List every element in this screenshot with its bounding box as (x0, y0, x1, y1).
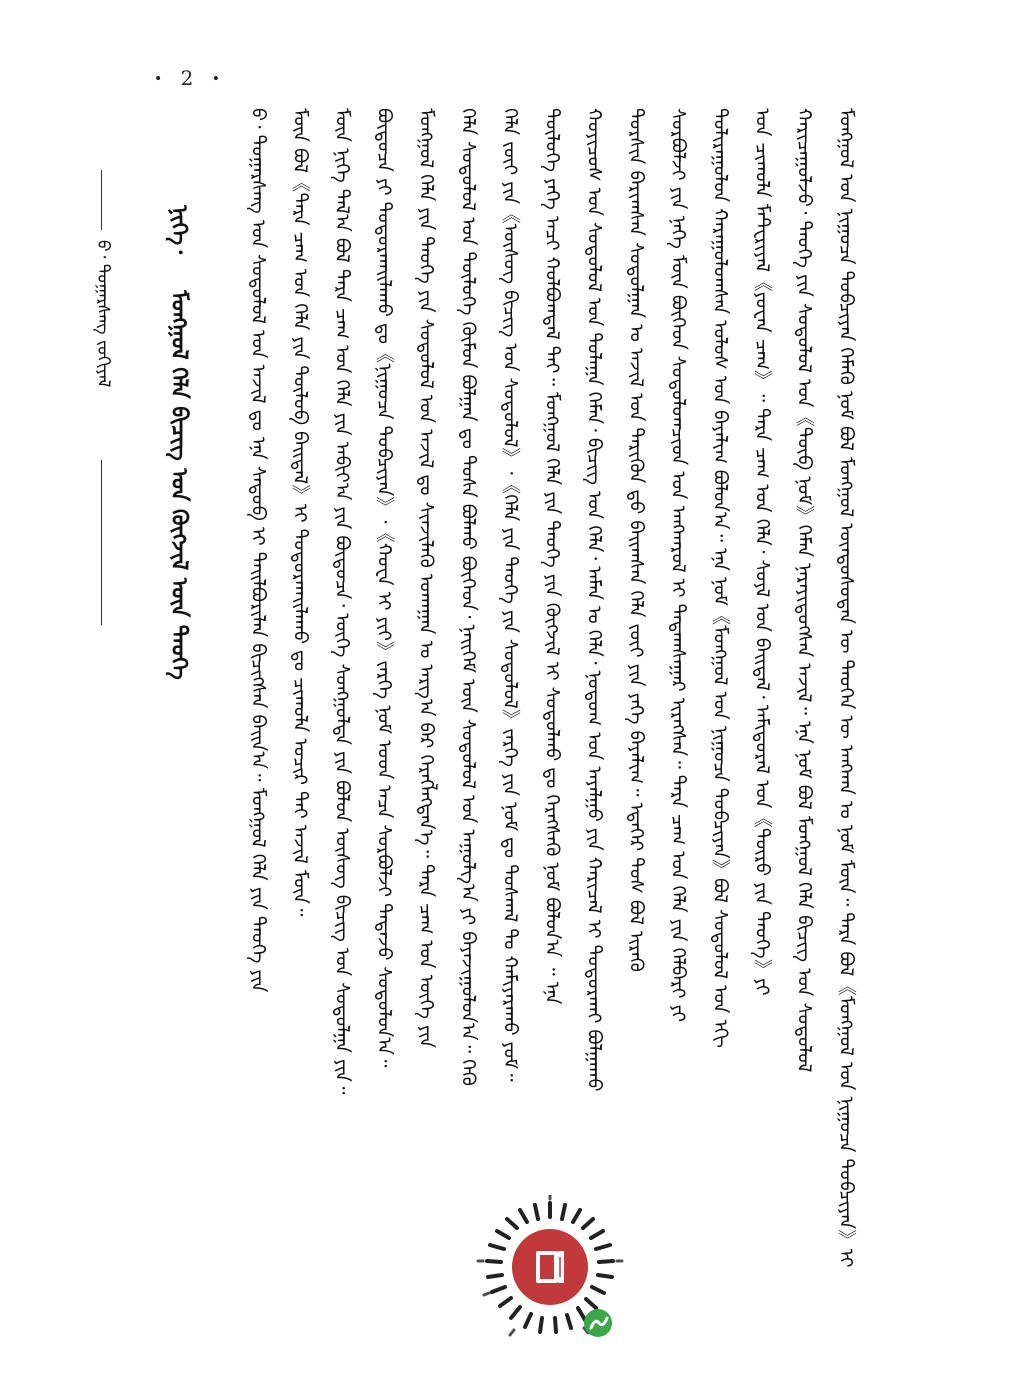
qr-code[interactable] (470, 1195, 630, 1355)
header-rule-top (101, 170, 102, 230)
text-line-14: ᠮᠥᠨ ᠪᠣᠯ《ᠲᠡᠷᠡ ᠴᠠᠭ ᠤᠨ ᠬᠡᠯᠡ ᠶᠢᠨ ᠲᠥᠯᠥᠪ ᠪᠠᠢᠳᠠᠯ》ᠢ ᠲᠣᠳᠤᠷᠬᠠᠢᠯᠠᠬᠤ ᠳᠤ ᠴᠢᠬᠤᠯᠠ ᠤᠴᠢᠷ ᠲᠠᠢ ᠠᠵᠢᠯ ᠮᠥᠨ᠃ (289, 108, 311, 917)
header-rule (101, 460, 102, 625)
text-line-8: ᠲᠥᠯᠥᠭᠡ ᠶᠡᠬᠡ ᠠᠴᠢ ᠬᠣᠯᠪᠣᠭᠳᠠᠯ ᠲᠠᠢ᠃ ᠮᠣᠩᠭᠣᠯ ᠬᠡᠯᠡ ᠶᠢᠨ ᠲᠡᠦᠬᠡ ᠶᠢᠨ ᠬᠥᠭᠵᠢᠯ ᠢ ᠰᠤᠳᠤᠯᠬᠤ ᠳᠤ ᠬᠡᠷᠡᠭᠰᠡᠬᠦ ᠨᠣᠮ ᠪᠣᠯᠤᠨ᠎ᠠ ᠃ ᠡᠨᠡ (541, 108, 563, 1005)
page-number-value: 2 (180, 66, 200, 90)
text-line-5: ᠰᠤᠷᠪᠤᠯᠵᠢ ᠶᠢᠨ ᠨᠡᠭᠡ ᠮᠥᠨ ᠪᠥᠭᠡᠳ ᠰᠤᠳᠤᠯᠤᠭᠴᠢᠳ ᠤᠨ ᠠᠩᠬᠠᠷᠤᠯ ᠢ ᠲᠠᠲᠠᠭᠰᠠᠭᠠᠷ ᠢᠷᠡᠭᠰᠡᠨ᠃ ᠲᠡᠷᠡ ᠴᠠᠭ ᠤᠨ ᠬᠡᠯᠡ ᠶᠢᠨ ᠬᠡᠯᠪᠡᠷᠢ ᠶᠢ (667, 108, 689, 1023)
page-number (150, 66, 230, 90)
qr-code-graphic (470, 1195, 630, 1355)
text-line-13: ᠮᠥᠨ ᠨᠢᠭᠡ ᠲᠠᠯ᠎ᠠ ᠪᠣᠯ ᠲᠡᠷᠡ ᠴᠠᠭ ᠤᠨ ᠬᠡᠯᠡ ᠶᠢᠨ ᠠᠪᠢᠶ᠎ᠠ ᠶᠢᠨ ᠪᠦᠲᠦᠴᠡ᠂ ᠦᠭᠡ ᠰᠤᠩᠭᠤᠯᠲᠠ ᠶᠢᠨ ᠪᠣᠯᠤᠨ ᠦᠰᠦᠭ ᠪᠢᠴᠢᠭ᠌ ᠤᠨ ᠰᠤᠳᠤᠯᠭᠠ ᠶᠢᠨ᠃ (331, 108, 353, 1095)
text-line-6: ᠲᠤᠷᠰᠢᠨ ᠪᠠᠷᠢᠭᠰᠠᠨ ᠰᠤᠳᠤᠯᠭᠠᠨ ᠤ ᠠᠵᠢᠯ ᠤᠨ ᠲᠡᠷᠢᠭᠦᠨ ᠳ᠋ᠦ ᠪᠠᠢᠭᠰᠠᠨ ᠬᠡᠯᠡ ᠵᠦᠢ ᠶᠢᠨ ᠶᠡᠬᠡ ᠪᠠᠶᠠᠯᠢᠭ᠃ ᠡᠳᠡᠭᠡᠷ ᠲᠤᠰ ᠪᠣᠯ ᠢᠷᠡᠬᠦ (625, 108, 647, 972)
text-line-2: ᠬᠠᠷᠢᠴᠠᠭᠤᠯᠵᠤ᠂ ᠲᠡᠦᠬᠡ ᠶᠢᠨ ᠰᠤᠳᠤᠯᠤᠯ ᠤᠨ《ᠲᠥᠪ ᠨᠣᠮ》ᠬᠡᠮᠡᠨ ᠨᠡᠷᠡᠶᠢᠳᠦᠭᠰᠡᠨ ᠠᠵᠢᠯ᠃ ᠡᠨᠡ ᠨᠣᠮ ᠪᠣᠯ ᠮᠣᠩᠭᠣᠯ ᠬᠡᠯᠡ ᠪᠢᠴᠢᠭ᠌ ᠤᠨ ᠰᠤᠳᠤᠯᠤᠯ (793, 108, 815, 1073)
text-line-7: ᠬᠣᠶᠢᠴᠤᠰ ᠤᠨ ᠰᠤᠳᠤᠯᠤᠯ ᠤᠨ ᠲᠤᠯᠠᠭᠠ ᠬᠡᠮᠡᠨ᠂ ᠪᠢᠴᠢᠭ᠌ ᠤᠨ ᠬᠡᠯᠡ᠂ ᠠᠮᠠᠨ ᠤ ᠬᠡᠯᠡ᠂ ᠨᠤᠲᠤᠭ ᠤᠨ ᠠᠶᠠᠯᠭᠤ ᠶᠢᠨ ᠬᠠᠷᠢᠴᠠᠯ ᠢ ᠲᠣᠳᠤᠷᠬᠠᠢ ᠪᠣᠯᠭᠠᠬᠤ (583, 108, 605, 1092)
page-number-dot-right: • (211, 71, 226, 88)
book-icon (536, 1251, 564, 1283)
body-text (245, 108, 885, 1288)
page-number-dot-left: • (154, 71, 169, 88)
text-line-11: ᠮᠣᠩᠭᠣᠯ ᠬᠡᠯᠡ ᠶᠢᠨ ᠲᠡᠦᠬᠡ ᠶᠢᠨ ᠰᠤᠳᠤᠯᠤᠯ ᠤᠨ ᠠᠵᠢᠯ ᠳᠤ ᠰᠢᠨᠵᠢᠯᠡᠬᠦ ᠤᠬᠠᠭᠠᠨ ᠤ ᠠᠷᠭ᠎ᠠ ᠪᠠᠷ ᠬᠡᠷᠡᠭᠯᠡᠭᠳᠡᠨ᠎ᠡ᠃ ᠲᠡᠷᠡ ᠴᠠᠭ ᠤᠨ ᠦᠭᠡ ᠶᠢᠨ (415, 108, 437, 1048)
section-title: ᠮᠣᠩᠭᠣᠯ ᠬᠡᠯᠡ ᠪᠢᠴᠢᠭ᠌ ᠤᠨ ᠬᠥᠭᠵᠢᠯ ᠦᠨ ᠲᠡᠦᠬᠡ (166, 290, 192, 680)
text-line-10: ᠬᠡᠯᠡ ᠰᠤᠳᠤᠯᠤᠯ ᠤᠨ ᠲᠥᠯᠥᠭᠡ ᠬᠦᠮᠦᠨ ᠪᠣᠯᠭᠠᠨ ᠳᠤ ᠲᠤᠰᠠ ᠪᠣᠯᠬᠤ ᠪᠥᠭᠡᠳ᠂ ᠨᠡᠢᠭᠡᠮ ᠦᠨ ᠰᠤᠳᠤᠯᠤᠯ ᠤᠨ ᠠᠭᠤᠯᠭ᠎ᠠ ᠶᠢ ᠪᠠᠶᠠᠵᠢᠭᠤᠯᠤᠨ᠎ᠠ᠃ ᠭᠡᠬᠦ (457, 108, 479, 1086)
text-line-15: ᠪ᠂ ᠳᠤᠭᠠᠷᠰᠡᠩ ᠤᠨ ᠰᠤᠳᠤᠯᠤᠯ ᠤᠨ ᠠᠵᠢᠯ ᠳᠤ ᠡᠨᠡ ᠰᠡᠳᠦᠪ ᠢ ᠲᠠᠢᠯᠪᠤᠷᠢᠯᠠᠨ ᠪᠢᠴᠢᠭᠰᠡᠨ ᠪᠠᠢᠨ᠎ᠠ᠃ ᠮᠣᠩᠭᠣᠯ ᠬᠡᠯᠡ ᠶᠢᠨ ᠲᠡᠦᠬᠡ ᠶᠢᠨ (247, 108, 269, 993)
section-number: ᠨᠢᠭᠡ᠂ (166, 205, 192, 255)
text-line-3: ᠤᠨ ᠴᠢᠬᠤᠯᠠ ᠮᠠᠲ᠋ᠧᠷᠢᠶᠠᠯ《ᠶᠤᠸᠠᠨ ᠴᠠᠭ》᠃ ᠲᠡᠷᠡ ᠴᠠᠭ ᠤᠨ ᠬᠡᠯᠡ᠂ ᠰᠤᠶᠯ ᠤᠨ ᠪᠠᠢᠳᠠᠯ᠂ ᠠᠮᠢᠳᠤᠷᠠᠯ ᠤᠨ《ᠲᠥᠷᠦ ᠶᠢᠨ ᠲᠡᠦᠬᠡ》ᠶᠢ (751, 108, 773, 996)
mini-program-icon (584, 1309, 612, 1337)
text-line-9: ᠬᠡᠯᠡ ᠵᠦᠢ ᠶᠢᠨ《ᠦᠰᠦᠭ ᠪᠢᠴᠢᠭ᠌ ᠤᠨ ᠰᠤᠳᠤᠯᠤᠯ》᠂《ᠬᠡᠯᠡ ᠶᠢᠨ ᠲᠡᠦᠬᠡ ᠶᠢᠨ ᠰᠤᠳᠤᠯᠤᠯ》ᠵᠡᠷᠭᠡ ᠶᠢᠨ ᠨᠣᠮ ᠳᠤ ᠲᠤᠰᠬᠠᠯ ᠲᠤ ᠬᠠᠮᠢᠶᠠᠷᠠᠬᠤ ᠶᠤᠮ᠃ (499, 108, 521, 1082)
text-line-4: ᠲᠤᠯᠢᠷᠠᠭᠤᠯᠤᠨ ᠬᠠᠷᠠᠭᠤᠯᠤᠭᠰᠠᠨ ᠤᠯᠤᠰ ᠤᠨ ᠪᠠᠶᠠᠯᠢᠭ ᠪᠣᠯᠤᠨ᠎ᠠ᠃ ᠡᠨᠡ ᠨᠣᠮ《ᠮᠣᠩᠭᠣᠯ ᠤᠨ ᠨᠢᠭᠤᠴᠠ ᠲᠣᠪᠴᠢᠶᠠᠨ》ᠪᠣᠯ ᠰᠤᠳᠤᠯᠤᠯ ᠤᠨ ᠡᠬᠢ (709, 108, 731, 1049)
text-line-1: ᠮᠣᠩᠭᠣᠯ ᠤᠨ ᠨᠢᠭᠤᠴᠠ ᠲᠣᠪᠴᠢᠶᠠᠨ ᠬᠡᠮᠡᠬᠦ ᠨᠣᠮ ᠪᠣᠯ ᠮᠣᠩᠭᠣᠯ ᠦᠨᠳᠦᠰᠦᠲᠡᠨ ᠦ ᠲᠡᠦᠬᠡᠨ ᠦ ᠠᠩᠬᠠᠨ ᠤ ᠨᠣᠮ ᠮᠥᠨ᠃ ᠲᠡᠷᠡ ᠪᠣᠯ《ᠮᠣᠩᠭᠣᠯ ᠤᠨ ᠨᠢᠭᠤᠴᠠ ᠲᠣᠪᠴᠢᠶᠠᠨ》ᠢ (835, 108, 857, 1268)
running-header: ᠪ᠂ ᠳᠤᠭᠠᠷᠰᠡᠩ ᠵᠣᠬᠢᠶᠠᠯ (93, 240, 113, 388)
text-line-12: ᠪᠦᠲᠦᠴᠡ ᠶᠢ ᠲᠣᠳᠤᠷᠬᠠᠢᠯᠠᠬᠤ ᠳᠤ《ᠨᠢᠭᠤᠴᠠ ᠲᠣᠪᠴᠢᠶᠠᠨ》᠂《ᠬᠤᠸᠠ ᠢ ᠶᠢᠢ》ᠵᠡᠷᠭᠡ ᠨᠣᠮ ᠤᠳ ᠠᠴᠠ ᠰᠤᠷᠪᠤᠯᠵᠢ ᠲᠠᠲᠠᠵᠤ ᠰᠤᠳᠤᠯᠤᠨ᠎ᠠ᠃ (373, 108, 395, 1068)
